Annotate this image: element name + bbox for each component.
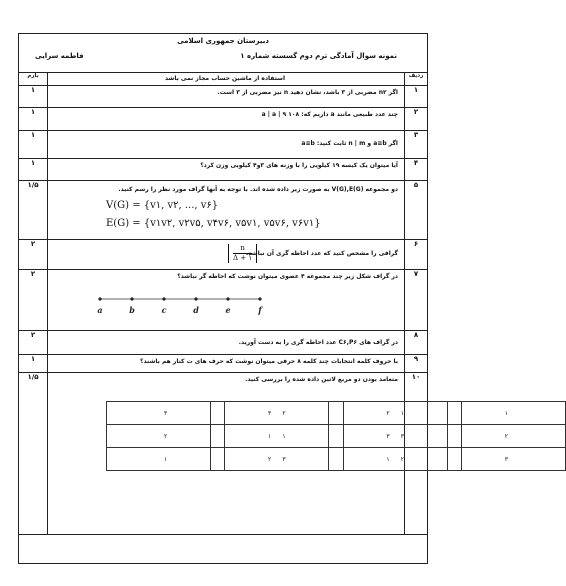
vertex-set: V(G) = {v۱, v۲, ..., v۶}: [106, 200, 219, 211]
vertex-label: d: [193, 305, 199, 315]
latin-right-cell: ۱: [447, 402, 565, 425]
graph-vertex: [162, 297, 165, 300]
question-number: ۷: [405, 270, 428, 331]
question-score: ۱: [19, 108, 48, 131]
graph-vertex: [258, 297, 261, 300]
question-row: [19, 270, 427, 331]
author-name: فاطمه سرایی: [35, 52, 84, 60]
graph-vertex: [226, 297, 229, 300]
question-number: ۸: [405, 331, 428, 355]
latin-right-cell: ۳: [447, 448, 565, 471]
question-row: [19, 108, 427, 131]
question-row: [19, 181, 427, 240]
question-text: با حروف کلمه انتخابات چند کلمه ۸ حرفی میتوان نوشت که حرف های ت کنار هم باشند؟: [48, 355, 405, 373]
question-number: ۴: [405, 159, 428, 181]
vertex-label: e: [225, 305, 231, 315]
latin-right-cell: ۲: [211, 448, 329, 471]
latin-right-cell: ۲: [329, 402, 447, 425]
question-text: گرافی را مشخص کنید که عدد احاطه گری آن نباشد.: [246, 250, 398, 257]
question-score: ۱: [19, 86, 48, 108]
domination-fraction: [228, 244, 257, 263]
edge-set: E(G) = {v۱v۲, v۲v۵, v۴v۶, v۵v۱, v۵v۶, v۶v۱}: [106, 218, 321, 229]
question-row: [19, 331, 427, 355]
question-cell: [48, 240, 405, 270]
latin-left-cell: ۱: [343, 402, 461, 425]
question-number: ۲: [405, 108, 428, 131]
question-score: ۱: [19, 355, 48, 373]
fraction-denominator: Δ + ۱: [233, 254, 253, 262]
questions-table: [19, 72, 508, 535]
question-text: اگر a≡b و n | m ثابت کنید: a≡b: [48, 131, 405, 159]
latin-left-cell: ۲: [343, 448, 461, 471]
school-name: دبیرستان جمهوری اسلامی: [177, 37, 269, 45]
latin-left-cell: ۲: [225, 402, 343, 425]
latin-left-cell: ۱: [225, 425, 343, 448]
vertex-label: f: [258, 305, 262, 315]
question-row: [19, 159, 427, 181]
question-text: در گراف شکل زیر چند مجموعه ۴ عضوی میتوان نوشت که احاطه گر نباشد؟: [177, 273, 398, 280]
question-cell: [48, 270, 405, 331]
question-text: چند عدد طبیعی مانند a داریم که: ۱۰۸ a | a | ۹: [48, 108, 405, 131]
path-graph: [72, 290, 262, 320]
vertex-label: b: [129, 305, 135, 315]
question-number: ۵: [405, 181, 428, 240]
question-number: ۳: [405, 131, 428, 159]
graph-vertex: [98, 297, 101, 300]
latin-left-cell: ۱: [107, 448, 225, 471]
latin-right-cell: ۳: [329, 425, 447, 448]
question-score: ۱: [19, 159, 48, 181]
latin-square-right: [210, 401, 566, 471]
calculator-note: استفاده از ماشین حساب مجاز نمی باشد: [48, 73, 405, 86]
table-header-row: [19, 73, 427, 86]
latin-right-cell: ۳: [211, 402, 329, 425]
question-score: ۱: [19, 131, 48, 159]
latin-right-cell: ۱: [329, 448, 447, 471]
question-row: [19, 240, 427, 270]
question-text: در گراف های C۶,P۶ عدد احاطه گری را به دست آورید.: [48, 331, 405, 355]
question-number: ۱۰: [405, 373, 428, 535]
question-number: ۱: [405, 86, 428, 108]
question-number: ۶: [405, 240, 428, 270]
latin-left-cell: ۳: [225, 448, 343, 471]
question-text: دو مجموعه V(G),E(G) به صورت زیر داده شده اند. با توجه به آنها گراف مورد نظر را رسم کنید.: [118, 186, 398, 193]
latin-right-row: [211, 402, 566, 425]
score-header: بارم: [19, 73, 48, 86]
question-cell: [48, 181, 405, 240]
exam-sheet: [18, 33, 508, 564]
graph-vertex: [194, 297, 197, 300]
question-text: متعامد بودن دو مربع لاتین داده شده را بررسی کنید.: [245, 376, 398, 383]
latin-right-row: [211, 425, 566, 448]
vertex-label: c: [161, 305, 167, 315]
latin-left-cell: ۲: [107, 425, 225, 448]
graph-vertex: [130, 297, 133, 300]
latin-left-cell: ۳: [107, 402, 225, 425]
latin-right-row: [211, 448, 566, 471]
question-text: اگر n۲ مضربی از ۳ باشد، نشان دهید n نیز مضربی از ۳ است.: [48, 86, 405, 108]
fraction-numerator: n: [233, 244, 252, 254]
exam-header: [19, 34, 427, 73]
latin-left-cell: ۳: [343, 425, 461, 448]
latin-right-cell: ۱: [211, 425, 329, 448]
vertex-label: a: [97, 305, 103, 315]
question-number: ۹: [405, 355, 428, 373]
question-row: [19, 373, 427, 535]
question-score: ۲: [19, 270, 48, 331]
question-score: ۲: [19, 331, 48, 355]
question-score: ۲: [19, 240, 48, 270]
question-row: [19, 131, 427, 159]
question-row: [19, 355, 427, 373]
question-text: آیا میتوان یک کیسه ۱۹ کیلویی را با وزنه های ۳و۴ کیلویی وزن کرد؟: [48, 159, 405, 181]
question-row: [19, 86, 427, 108]
latin-right-cell: ۲: [447, 425, 565, 448]
exam-title: نمونه سوال آمادگی ترم دوم گسسته شماره ۱: [240, 52, 397, 60]
question-score: ۱/۵: [19, 181, 48, 240]
row-number-header: ردیف: [405, 73, 428, 86]
question-score: ۱/۵: [19, 373, 48, 535]
